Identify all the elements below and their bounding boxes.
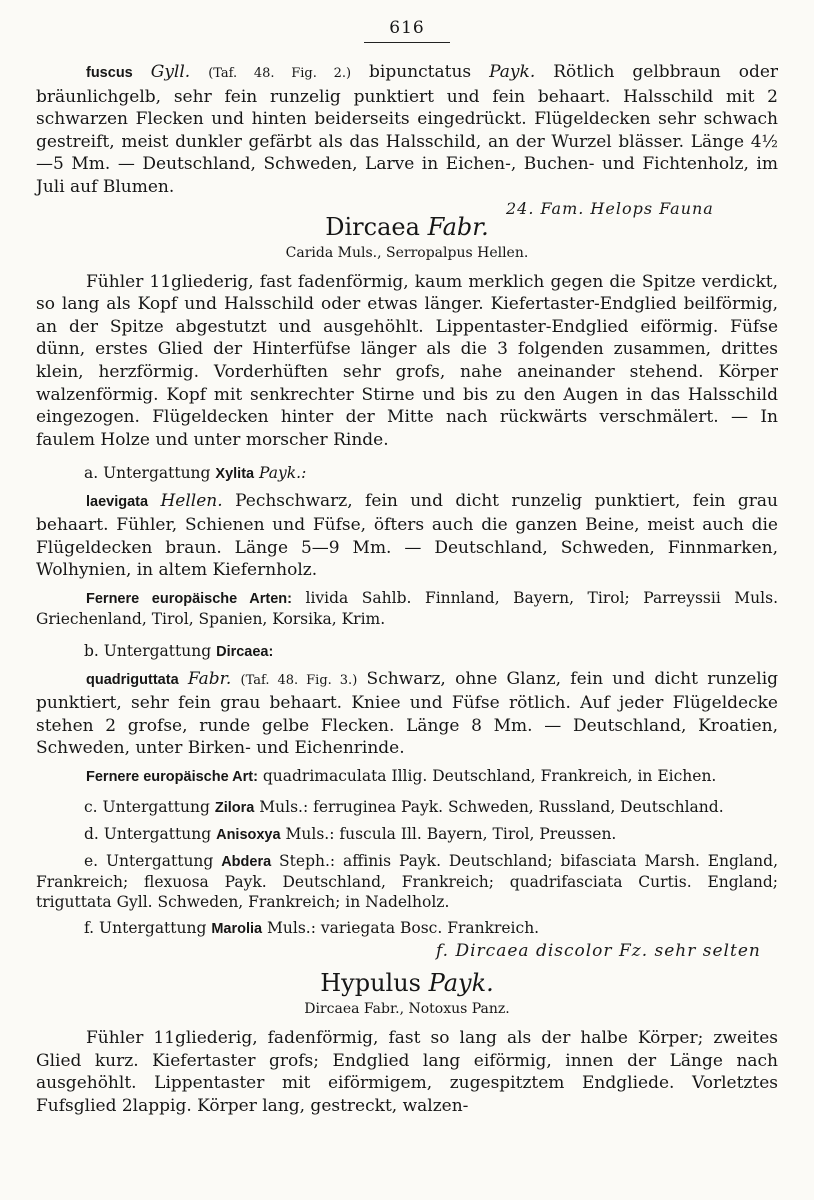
species-author: Gyll. bbox=[150, 62, 191, 82]
plate-reference: (Taf. 48. Fig. 2.) bbox=[208, 66, 352, 81]
header-rule bbox=[364, 42, 450, 43]
genus-description: Fühler 11gliederig, fast fadenförmig, kaum merklich gegen die Spitze verdickt, so lang als Kopf und Halsschild oder etwas länger. Kiefertaster-Endglied beilförmig, an der Spitze abgestutzt und ausgehöhlt. Lippentaster-Endglied eiförmig. Füfse dünn, erstes Glied der Hinterfüfse länger als die 3 folgenden zusammen, drittes klein, herzförmig. Vorderhüften sehr grofs, nahe aneinander stehend. Körper walzenförmig. Kopf mit senkrechter Stirne und bis zu den Augen in das Halsschild eingezogen. Flügeldecken hinter der Mitte nach rückwärts verschmälert. — In faulem Holze und unter morscher Rinde. bbox=[36, 271, 778, 450]
further-text: livida Sahlb. Finnland, Bayern, Tirol; Parreyssii Muls. Griechenland, Tirol, Spanien, Korsika, Krim. bbox=[36, 588, 779, 628]
species-name: fuscus bbox=[86, 65, 133, 81]
subgenus-marolia bbox=[36, 918, 778, 939]
species-author: Fabr. bbox=[187, 668, 232, 689]
subgenus-zilora bbox=[36, 797, 778, 818]
other-subgenera bbox=[36, 797, 778, 939]
subgenus-prefix: e. Untergattung bbox=[84, 852, 214, 871]
synonym: bipunctatus bbox=[369, 62, 472, 82]
page-number: 616 bbox=[389, 18, 425, 38]
subgenus-prefix: a. Untergattung bbox=[84, 464, 211, 483]
synonym-author: Payk. bbox=[489, 62, 536, 82]
subgenus-text: Muls.: ferruginea Payk. Schweden, Russland, Deutschland. bbox=[259, 798, 724, 817]
subgenus-prefix: d. Untergattung bbox=[84, 825, 212, 844]
quadriguttata-entry bbox=[36, 668, 778, 760]
further-species-dircaea bbox=[36, 766, 778, 787]
genus-synonyms: Dircaea Fabr., Notoxus Panz. bbox=[304, 1001, 510, 1018]
subgenus-name: Dircaea: bbox=[216, 643, 274, 660]
subgenus-text: Muls.: variegata Bosc. Frankreich. bbox=[267, 919, 540, 938]
subgenus-heading-dircaea bbox=[36, 641, 778, 662]
subgenus-name: Anisoxya bbox=[216, 827, 281, 844]
subgenus-prefix: f. Untergattung bbox=[84, 919, 207, 938]
genus-name: Dircaea bbox=[325, 212, 420, 241]
genus-author: Fabr. bbox=[427, 212, 489, 241]
plate-reference: (Taf. 48. Fig. 3.) bbox=[240, 672, 358, 688]
subgenus-name: Abdera bbox=[221, 854, 272, 871]
genus-synonyms: Carida Muls., Serropalpus Hellen. bbox=[285, 244, 529, 261]
species-author: Hellen. bbox=[160, 491, 223, 512]
species-description: Schwarz, ohne Glanz, fein und dicht runzelig punktiert, sehr fein grau behaart. Kniee und Füfse rötlich. Auf jeder Flügeldecke stehen 2 grofse, runde gelbe Flecken. Länge 8 Mm. — Deutschland, Kroatien, Schweden, unter Birken- und Eichenrinde. bbox=[36, 668, 779, 759]
handwritten-annotation: f. Dircaea discolor Fz. sehr selten bbox=[436, 941, 761, 962]
subgenus-anisoxya bbox=[36, 824, 778, 845]
subgenus-name: Marolia bbox=[211, 921, 263, 938]
subgenus-prefix: b. Untergattung bbox=[84, 641, 212, 660]
subgenus-heading-xylita bbox=[36, 463, 778, 484]
subgenus-name: Xylita bbox=[215, 466, 255, 483]
book-page bbox=[36, 18, 778, 1117]
genus-name: Hypulus bbox=[320, 969, 421, 998]
subgenus-prefix: c. Untergattung bbox=[84, 798, 210, 817]
further-label: Fernere europäische Arten: bbox=[86, 590, 292, 607]
genus-title-hypulus bbox=[36, 969, 778, 997]
species-description: Pechschwarz, fein und dicht runzelig punktiert, fein grau behaart. Fühler, Schienen und Füfse, öfters auch die ganzen Beine, meist auch die Flügeldecken braun. Länge 5—9 Mm. — Deutschland, Schweden, Finnmarken, Wolhynien, in altem Kiefernholz. bbox=[36, 491, 778, 581]
handwritten-bottom-wrap bbox=[36, 939, 778, 965]
further-label: Fernere europäische Art: bbox=[86, 769, 258, 786]
subgenus-text: Muls.: fuscula Ill. Bayern, Tirol, Preussen. bbox=[285, 825, 617, 844]
further-species-xylita bbox=[36, 588, 778, 629]
species-name: laevigata bbox=[86, 494, 149, 511]
laevigata-entry bbox=[36, 490, 778, 581]
genus-author: Payk. bbox=[428, 969, 494, 998]
species-name: quadriguttata bbox=[86, 671, 179, 688]
subgenus-text: Steph.: affinis Payk. Deutschland; bifasciata Marsh. England, Frankreich; flexuosa Payk. Deutschland, Frankreich; quadrifasciata Curtis. England; triguttata Gyll. Schweden, Frankreich; in Nadelholz. bbox=[36, 852, 778, 912]
subgenus-author: Payk.: bbox=[259, 464, 307, 483]
dircaea-header bbox=[36, 198, 778, 241]
further-text: quadrimaculata Illig. Deutschland, Frankreich, in Eichen. bbox=[262, 767, 717, 786]
genus-description: Fühler 11gliederig, fadenförmig, fast so lang als der halbe Körper; zweites Glied kurz. Kiefertaster grofs; Endglied lang eiförmig, innen der Länge nach ausgehöhlt. Lippentaster mit eiförmigem, zugespitztem Endgliede. Vorletztes Fufsglied 2lappig. Körper lang, gestreckt, walzen- bbox=[36, 1028, 778, 1116]
handwritten-note: 24. Fam. Helops Fauna bbox=[506, 198, 714, 218]
species-description: Rötlich gelbbraun oder bräunlichgelb, sehr fein runzelig punktiert und fein behaart. Halsschild mit 2 schwarzen Flecken und hinten beiderseits eingedrückt. Flügeldecken sehr schwach gestreift, meist dunkler gefärbt als das Halsschild, an der Wurzel blässer. Länge 4½—5 Mm. — Deutschland, Schweden, Larve in Eichen-, Buchen- und Fichtenholz, im Juli auf Blumen. bbox=[36, 62, 779, 197]
subgenus-name: Zilora bbox=[214, 800, 255, 817]
fuscus-entry bbox=[36, 61, 778, 199]
subgenus-abdera bbox=[36, 851, 778, 912]
